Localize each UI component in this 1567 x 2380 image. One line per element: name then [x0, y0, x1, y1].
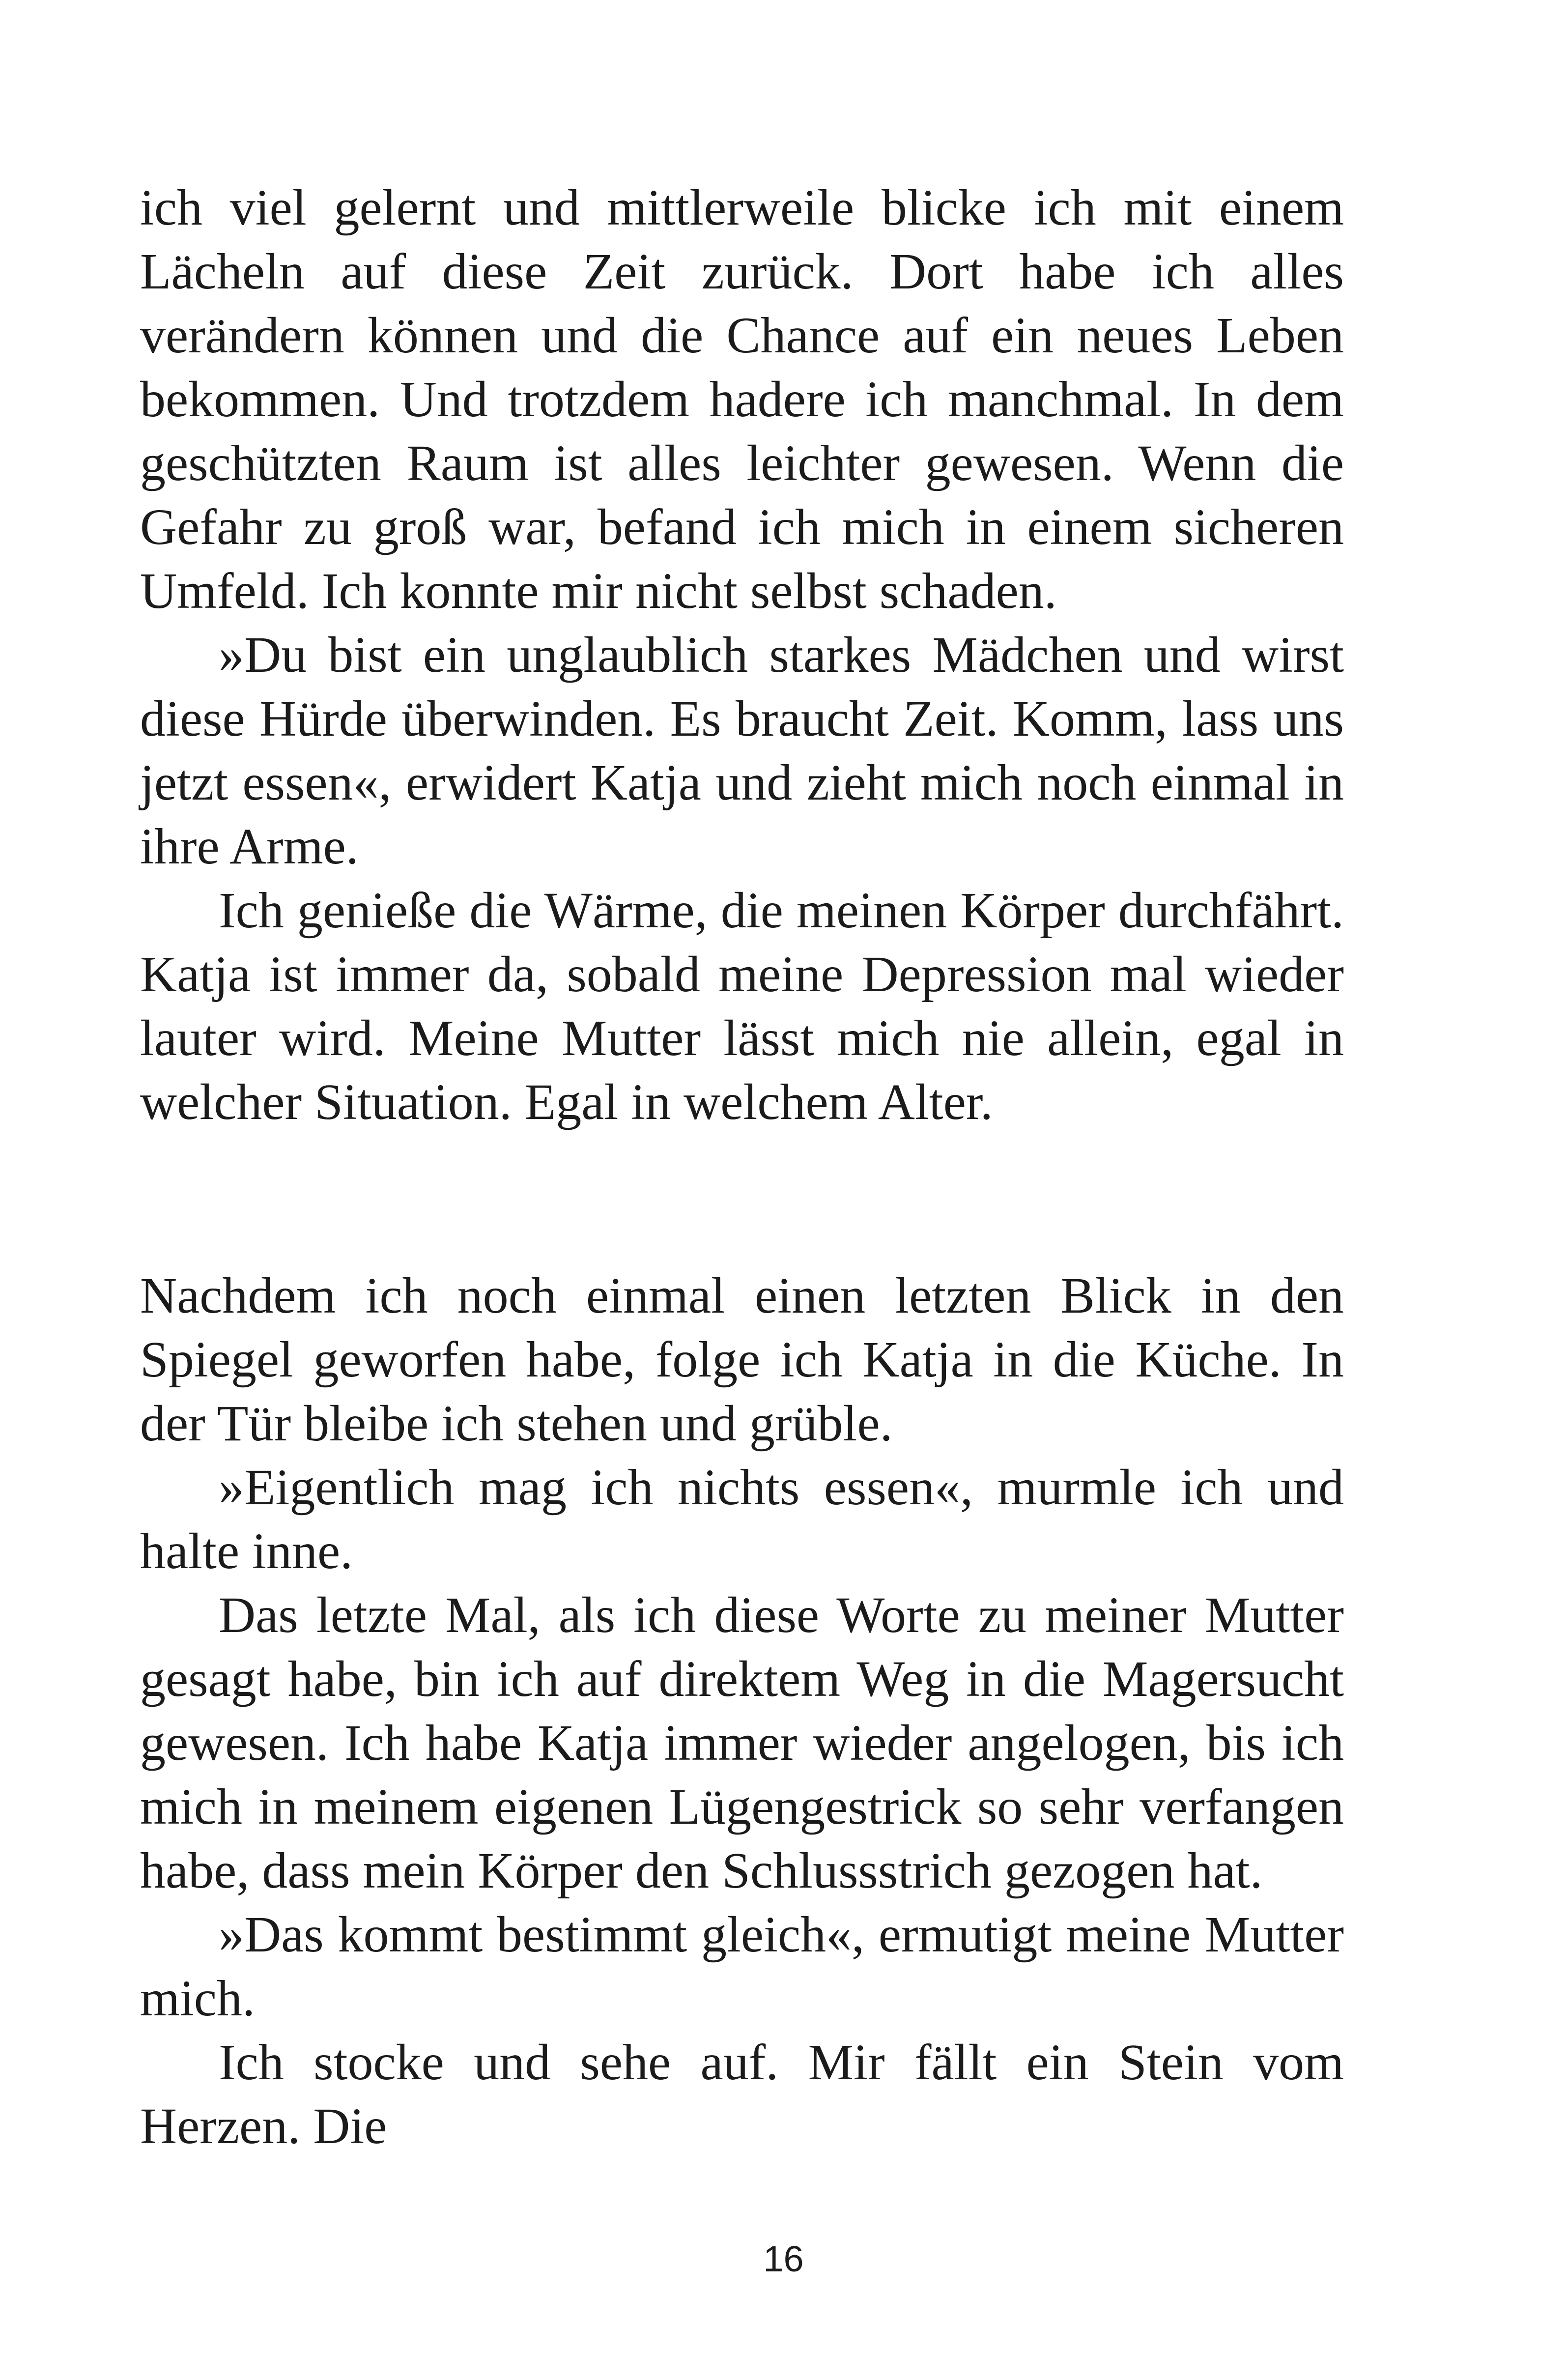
- paragraph: Ich stocke und sehe auf. Mir fällt ein Stein vom Herzen. Die: [140, 2034, 1344, 2154]
- paragraph: Ich genieße die Wärme, die meinen Körper durchfährt. Katja ist immer da, sobald meine Depression mal wieder lauter wird. Meine Mutter lässt mich nie allein, egal in welcher Situation. Egal in welchem Alter.: [140, 882, 1344, 1130]
- paragraph: »Du bist ein unglaublich starkes Mädchen und wirst diese Hürde überwinden. Es braucht Zeit. Komm, lass uns jetzt essen«, erwidert Katja und zieht mich noch einmal in ihre Arme.: [140, 627, 1344, 875]
- paragraph: Das letzte Mal, als ich diese Worte zu meiner Mutter gesagt habe, bin ich auf direktem Weg in die Magersucht gewesen. Ich habe Katja immer wieder angelogen, bis ich mich in meinem eigenen Lügengestrick so sehr verfangen habe, dass mein Körper den Schlussstrich gezogen hat.: [140, 1587, 1344, 1899]
- paragraph: »Eigentlich mag ich nichts essen«, murmle ich und halte inne.: [140, 1459, 1344, 1579]
- text-section-2: [140, 1264, 1344, 2158]
- paragraph: »Das kommt bestimmt gleich«, ermutigt meine Mutter mich.: [140, 1906, 1344, 2027]
- page-number: 16: [763, 2238, 804, 2279]
- paragraph: Nachdem ich noch einmal einen letzten Blick in den Spiegel geworfen habe, folge ich Katja in die Küche. In der Tür bleibe ich stehen und grüble.: [140, 1267, 1344, 1452]
- text-section-1: [140, 176, 1344, 1134]
- paragraph: ich viel gelernt und mittlerweile blicke ich mit einem Lächeln auf diese Zeit zurück. Dort habe ich alles verändern können und die Chance auf ein neues Leben bekommen. Und trotzdem hadere ich manchmal. In dem geschützten Raum ist alles leichter gewesen. Wenn die Gefahr zu groß war, befand ich mich in einem sicheren Umfeld. Ich konnte mir nicht selbst schaden.: [140, 179, 1344, 619]
